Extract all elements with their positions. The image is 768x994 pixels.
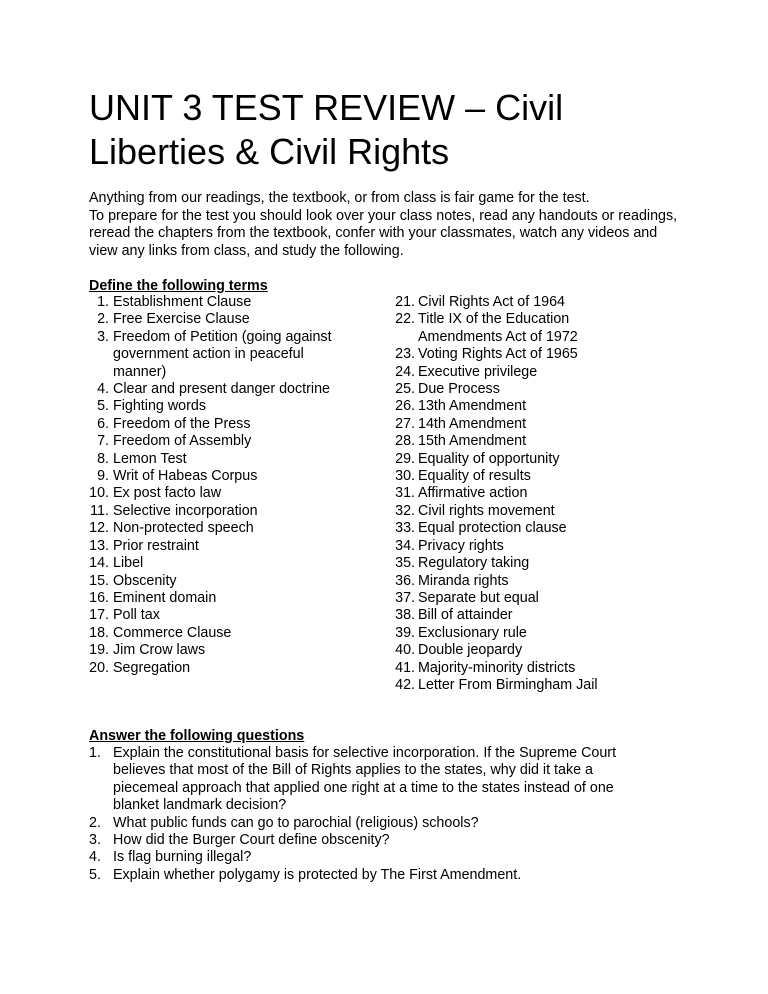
term-item: 10. Ex post facto law	[89, 485, 222, 502]
term-item: 42. Letter From Birmingham Jail	[395, 676, 598, 693]
term-item: 31. Affirmative action	[395, 485, 528, 502]
term-item: 20. Segregation	[89, 659, 191, 676]
term-item: 29. Equality of opportunity	[395, 450, 560, 467]
term-item: 35. Regulatory taking	[395, 555, 530, 572]
term-item: 33. Equal protection clause	[395, 520, 567, 537]
term-item: 11. Selective incorporation	[90, 502, 258, 519]
term-item: 38. Bill of attainder	[395, 607, 513, 624]
question-item: 5. Explain whether polygamy is protected by The First Amendment.	[89, 866, 522, 883]
term-item: 9. Writ of Habeas Corpus	[97, 468, 258, 485]
terms-heading: Define the following terms	[89, 278, 268, 294]
term-item: 22. Title IX of the Education Amendments Act of 1972	[395, 311, 578, 345]
term-item: 40. Double jeopardy	[395, 642, 523, 659]
term-item: 5. Fighting words	[97, 398, 206, 415]
intro-text	[89, 190, 689, 260]
question-item: 4. Is flag burning illegal?	[89, 849, 252, 866]
term-item: 6. Freedom of the Press	[97, 415, 251, 432]
terms-list-right	[393, 294, 633, 694]
page-title: UNIT 3 TEST REVIEW – Civil Liberties & Civil Rights	[89, 87, 564, 172]
term-item: 28. 15th Amendment	[395, 433, 527, 450]
term-item: 3. Freedom of Petition (going against government action in peaceful manner)	[97, 328, 332, 380]
term-item: 24. Executive privilege	[395, 363, 538, 380]
term-item: 1. Establishment Clause	[97, 294, 252, 310]
question-item: 1. Explain the constitutional basis for selective incorporation. If the Supreme Court believes that most of the Bill of Rights applies to the states, why did it take a piecemeal approach that applied one right at a time to the states instead of one blanket landmark decision?	[89, 745, 617, 814]
term-item: 26. 13th Amendment	[395, 398, 527, 415]
term-item: 8. Lemon Test	[97, 450, 187, 467]
term-item: 36. Miranda rights	[395, 572, 509, 589]
questions-heading: Answer the following questions	[89, 728, 305, 744]
term-item: 37. Separate but equal	[395, 589, 539, 606]
term-item: 14. Libel	[89, 555, 144, 572]
term-item: 18. Commerce Clause	[89, 624, 232, 641]
term-item: 12. Non-protected speech	[89, 520, 254, 537]
term-item: 19. Jim Crow laws	[89, 642, 206, 659]
term-item: 34. Privacy rights	[395, 537, 504, 554]
term-item: 16. Eminent domain	[89, 589, 217, 606]
term-item: 25. Due Process	[395, 381, 500, 398]
term-item: 13. Prior restraint	[89, 537, 199, 554]
question-item: 2. What public funds can go to parochial (religious) schools?	[89, 814, 479, 831]
term-item: 39. Exclusionary rule	[395, 624, 527, 641]
questions-list	[89, 745, 659, 884]
term-item: 17. Poll tax	[89, 607, 160, 624]
term-item: 27. 14th Amendment	[395, 415, 527, 432]
term-item: 30. Equality of results	[395, 468, 531, 485]
term-item: 23. Voting Rights Act of 1965	[395, 346, 578, 363]
term-item: 7. Freedom of Assembly	[97, 433, 252, 450]
term-item: 15. Obscenity	[89, 572, 177, 589]
intro-line-1: Anything from our readings, the textbook, or from class is fair game for the test.	[89, 190, 590, 206]
term-item: 4. Clear and present danger doctrine	[97, 381, 330, 398]
terms-list-left	[89, 294, 349, 677]
question-item: 3. How did the Burger Court define obscenity?	[89, 832, 390, 849]
term-item: 41. Majority-minority districts	[395, 659, 576, 676]
term-item: 21. Civil Rights Act of 1964	[395, 294, 566, 310]
term-item: 2. Free Exercise Clause	[97, 311, 250, 328]
term-item: 32. Civil rights movement	[395, 502, 555, 519]
intro-line-2: To prepare for the test you should look over your class notes, read any handouts or readings, reread the chapters from the textbook, confer with your classmates, watch any videos and view any links from class, and study the following.	[89, 207, 678, 259]
